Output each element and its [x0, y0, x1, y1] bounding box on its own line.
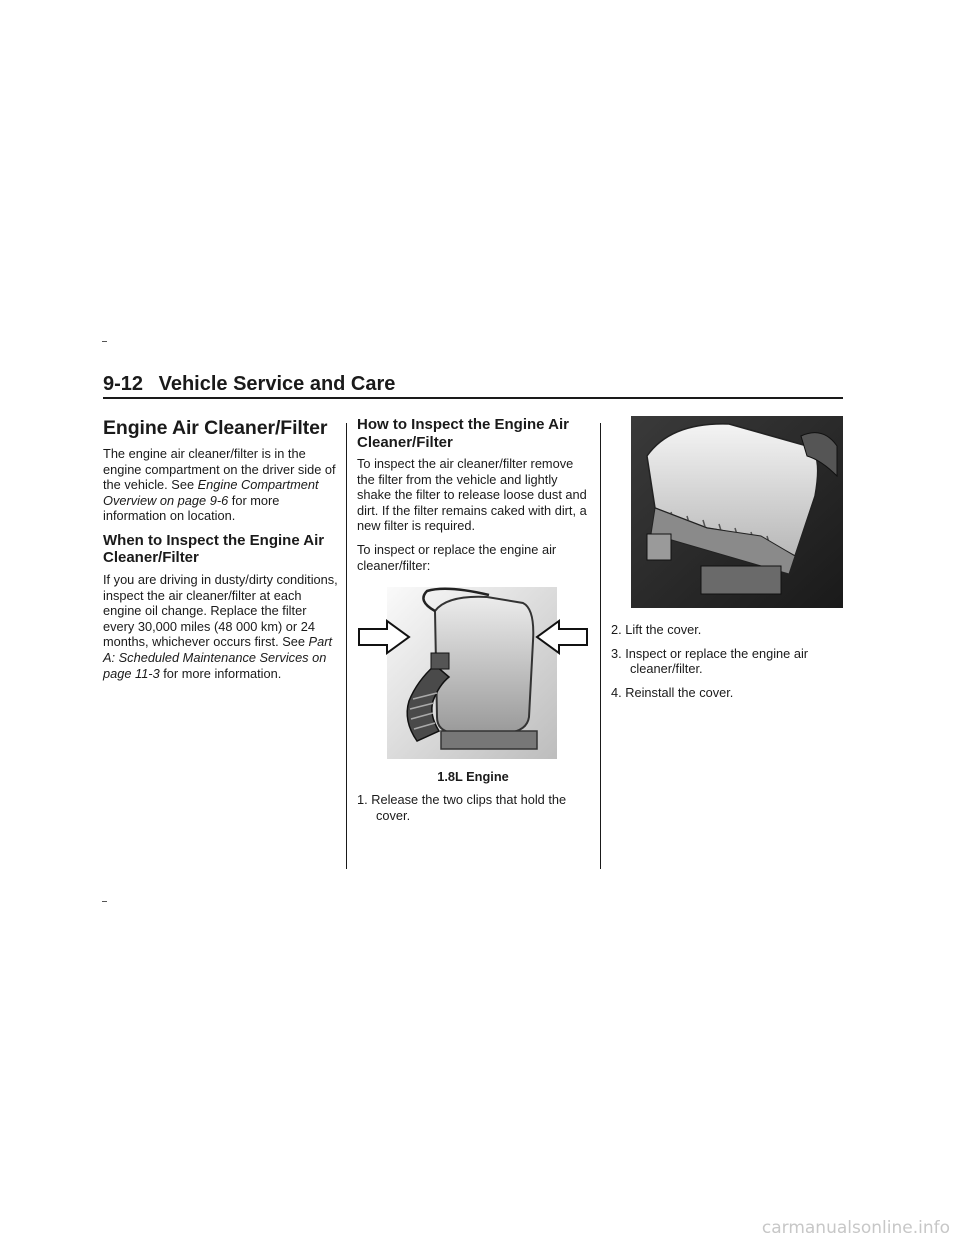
- column-1: [103, 416, 338, 689]
- intro-text: The engine air cleaner/filter is in the engine compartment on the driver side of the vehicle. See: [103, 446, 336, 493]
- watermark: carmanualsonline.info: [761, 1218, 950, 1238]
- header-rule: [103, 397, 843, 399]
- steps-list: [611, 622, 843, 700]
- air-box-base: [701, 566, 781, 594]
- crop-mark: [102, 341, 107, 342]
- list-item: 4. Reinstall the cover.: [611, 684, 734, 700]
- subsection-heading: How to Inspect the Engine Air Cleaner/Filter: [357, 416, 569, 451]
- how-paragraph-2: To inspect or replace the engine air cleaner/filter:: [357, 541, 557, 573]
- list-item: 2. Lift the cover.: [611, 622, 702, 637]
- intro-paragraph: [103, 446, 338, 524]
- cross-reference-link[interactable]: Engine Compartment Overview on page 9-6: [103, 477, 319, 508]
- when-paragraph: [103, 572, 338, 681]
- when-text: If you are driving in dusty/dirty conditions, inspect the air cleaner/filter at each engine oil change. Replace the filter every 30,000 miles (48 000 km) or 24 months, whichever occurs first. See: [103, 571, 338, 650]
- air-box-cover: [435, 597, 533, 733]
- list-item: 3. Inspect or replace the engine air cleaner/filter.: [611, 645, 809, 677]
- column-divider: [346, 423, 347, 869]
- sensor-connector: [647, 534, 671, 560]
- running-header: [103, 372, 843, 396]
- steps-list: [357, 792, 589, 823]
- sensor-connector: [431, 653, 449, 669]
- intro-tail: for more information on location.: [103, 492, 280, 524]
- how-paragraph-1: To inspect the air cleaner/filter remove the filter from the vehicle and lightly shake the filter to release loose dust and dirt. If the filter remains caked with dirt, a new filter is required.: [357, 456, 587, 534]
- list-item: 1. Release the two clips that hold the cover.: [357, 792, 567, 823]
- when-tail: for more information.: [163, 665, 282, 681]
- page-number: 9-12: [103, 373, 144, 395]
- crop-mark: [102, 901, 107, 902]
- air-cleaner-clips-illustration: [357, 581, 589, 767]
- air-box-base: [441, 731, 537, 749]
- cross-reference-link[interactable]: Part A: Scheduled Maintenance Services on page 11-3: [103, 634, 333, 681]
- column-2: [357, 416, 589, 831]
- column-3: [611, 416, 843, 708]
- section-title: Vehicle Service and Care: [158, 373, 396, 395]
- subsection-heading: When to Inspect the Engine Air Cleaner/Filter: [103, 531, 325, 567]
- air-cleaner-cover-illustration: [611, 416, 843, 612]
- column-divider: [600, 423, 601, 869]
- figure-caption: 1.8L Engine: [437, 769, 509, 785]
- section-heading: Engine Air Cleaner/Filter: [103, 417, 328, 439]
